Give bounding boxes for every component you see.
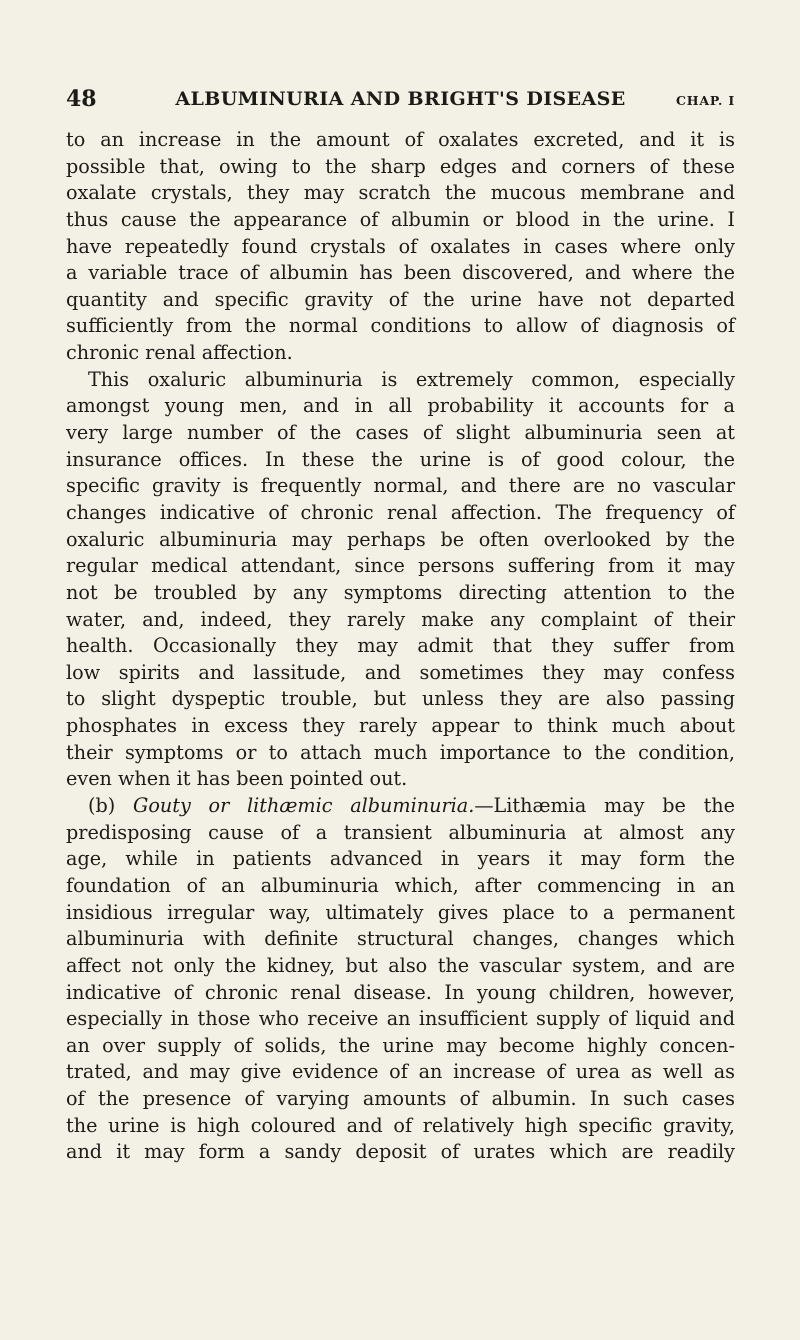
paragraph-oxaluric-albuminuria	[66, 367, 735, 793]
text-line: insurance offices. In these the urine is of good colour, the	[66, 447, 735, 471]
text-run: —Lithæmia may be the	[474, 794, 735, 818]
text-line: trated, and may give evidence of an increase of urea as well as	[66, 1060, 735, 1084]
text-line: especially in those who receive an insufficient supply of liquid and	[66, 1007, 735, 1031]
text-line: have repeatedly found crystals of oxalates in cases where only	[66, 234, 735, 258]
text-line: of the presence of varying amounts of albumin. In such cases	[66, 1087, 735, 1111]
text-line: their symptoms or to attach much importance to the condition,	[66, 740, 735, 764]
text-line: oxalate crystals, they may scratch the mucous membrane and	[66, 181, 735, 205]
text-line: affect not only the kidney, but also the vascular system, and are	[66, 953, 735, 977]
body-text	[66, 127, 735, 1166]
text-line	[66, 793, 735, 820]
text-line: specific gravity is frequently normal, and there are no vascular	[66, 474, 735, 498]
paragraph-oxalates	[66, 127, 735, 367]
text-line: sufficiently from the normal conditions to allow of diagnosis of	[66, 314, 735, 338]
text-line: predisposing cause of a transient albuminuria at almost any	[66, 820, 735, 844]
text-line: the urine is high coloured and of relatively high specific gravity,	[66, 1113, 735, 1137]
text-line: albuminuria with definite structural changes, changes which	[66, 927, 735, 951]
text-line: phosphates in excess they rarely appear to think much about	[66, 714, 735, 738]
text-line: not be troubled by any symptoms directing attention to the	[66, 580, 735, 604]
text-line: chronic renal affection.	[66, 341, 293, 365]
running-title: ALBUMINURIA AND BRIGHT'S DISEASE	[175, 88, 626, 110]
page-number: 48	[66, 86, 97, 112]
text-line: foundation of an albuminuria which, after commencing in an	[66, 873, 735, 897]
page-header	[66, 86, 735, 116]
text-line: water, and, indeed, they rarely make any complaint of their	[66, 607, 735, 631]
text-line: even when it has been pointed out.	[66, 767, 408, 791]
text-line: quantity and specific gravity of the urine have not departed	[66, 287, 735, 311]
paragraph-gouty-albuminuria	[66, 793, 735, 1166]
text-line: amongst young men, and in all probability it accounts for a	[66, 394, 735, 418]
text-line: changes indicative of chronic renal affection. The frequency of	[66, 500, 735, 524]
text-line: to slight dyspeptic trouble, but unless they are also passing	[66, 687, 735, 711]
text-line: insidious irregular way, ultimately gives place to a permanent	[66, 900, 735, 924]
section-label: (b)	[88, 794, 116, 818]
text-line: thus cause the appearance of albumin or blood in the urine. I	[66, 207, 735, 231]
text-line: indicative of chronic renal disease. In young children, however,	[66, 980, 735, 1004]
text-line: age, while in patients advanced in years it may form the	[66, 847, 735, 871]
text-line: health. Occasionally they may admit that they suffer from	[66, 634, 735, 658]
text-line: regular medical attendant, since persons suffering from it may	[66, 554, 735, 578]
section-heading: Gouty or lithæmic albuminuria.	[133, 794, 475, 818]
text-line: an over supply of solids, the urine may become highly concen-	[66, 1033, 735, 1057]
text-line: to an increase in the amount of oxalates excreted, and it is	[66, 128, 735, 151]
text-line: possible that, owing to the sharp edges and corners of these	[66, 154, 735, 178]
text-line: very large number of the cases of slight albuminuria seen at	[66, 421, 735, 445]
text-line: low spirits and lassitude, and sometimes they may confess	[66, 660, 735, 684]
text-line: This oxaluric albuminuria is extremely common, especially	[88, 367, 735, 391]
text-line: oxaluric albuminuria may perhaps be often overlooked by the	[66, 527, 735, 551]
chapter-label: CHAP. I	[676, 93, 735, 108]
text-line: and it may form a sandy deposit of urates which are readily	[66, 1140, 735, 1164]
text-line: a variable trace of albumin has been discovered, and where the	[66, 261, 735, 285]
